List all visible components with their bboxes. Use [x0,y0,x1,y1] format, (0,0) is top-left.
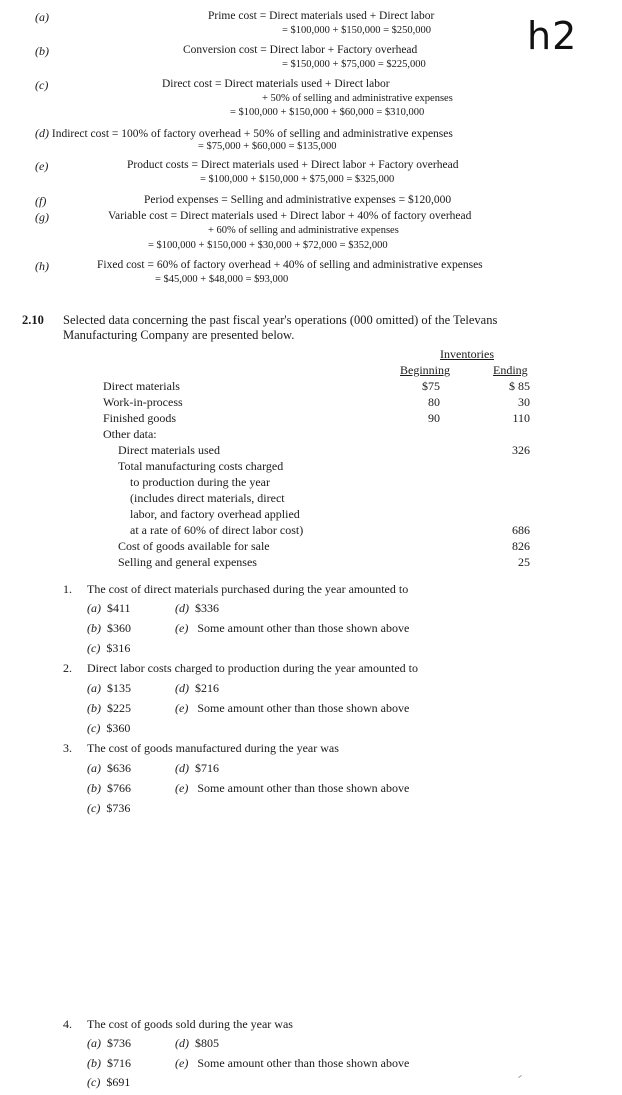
option-b[interactable] [87,701,131,716]
option-value: $225 [107,701,131,715]
option-value: $336 [195,601,219,615]
question-text: The cost of goods manufactured during the year was [87,741,339,755]
option-value: $360 [107,621,131,635]
option-value: $716 [107,1056,131,1070]
option-e[interactable] [175,621,409,636]
table-cell-beginning: $75 [422,379,440,393]
problem-intro-line2: Manufacturing Company are presented below. [63,328,295,342]
other-row-value: 326 [512,443,530,457]
option-e[interactable] [175,1056,409,1071]
other-row-label-cont: to production during the year [130,475,270,489]
table-row-label: Finished goods [103,411,177,425]
option-b[interactable] [87,1056,131,1071]
option-letter: (a) [87,761,101,775]
solution-label-b: (b) [35,44,49,58]
problem-intro-line1: Selected data concerning the past fiscal year's operations (000 omitted) of the Televans [63,313,498,327]
question-number: 4. [63,1017,72,1031]
option-value: $736 [106,801,131,815]
solution-e-line1: Product costs = Direct materials used + Direct labor + Factory overhead [127,159,459,171]
solution-d-line1: Indirect cost = 100% of factory overhead + 50% of selling and administrative expenses [51,128,453,140]
table-group-header: Inventories [440,347,494,361]
solution-label-g: (g) [35,210,49,224]
solution-a-line1: Prime cost = Direct materials used + Direct labor [208,10,435,22]
option-letter: (b) [87,1056,101,1070]
solution-label-d: (d) [35,126,49,140]
solution-label-c: (c) [35,78,49,92]
solution-b-line2: = $150,000 + $75,000 = $225,000 [282,59,426,70]
solution-f-line1: Period expenses = Selling and administrative expenses = $120,000 [144,194,452,206]
other-row-label-cont: labor, and factory overhead applied [130,507,300,521]
problem-number: 2.10 [22,313,44,327]
option-c[interactable] [87,641,130,656]
option-value: $736 [107,1036,131,1050]
option-letter: (a) [87,601,101,615]
option-letter: (a) [87,681,101,695]
solution-d-line2: = $75,000 + $60,000 = $135,000 [198,141,337,152]
option-letter: (b) [87,621,101,635]
option-value: $691 [106,1075,131,1089]
solution-d-row [35,126,453,141]
question-text: The cost of goods sold during the year was [87,1017,293,1031]
solution-c-line3: = $100,000 + $150,000 + $60,000 = $310,000 [230,107,425,118]
option-value: $411 [107,601,131,615]
option-b[interactable] [87,621,131,636]
question-number: 1. [63,582,72,596]
option-value: $216 [195,681,219,695]
table-cell-ending: 30 [518,395,530,409]
other-row-value: 826 [512,539,530,553]
option-letter: (e) [175,1056,189,1070]
table-cell-ending: $ 85 [509,379,530,393]
other-row-label: Direct materials used [118,443,220,457]
option-letter: (d) [175,601,189,615]
option-value: $766 [107,781,131,795]
option-value: $716 [195,761,219,775]
solution-label-e: (e) [35,159,49,173]
solution-a-line2: = $100,000 + $150,000 = $250,000 [282,25,432,36]
solution-label-h: (h) [35,259,49,273]
option-letter: (c) [87,801,101,815]
other-row-label: Cost of goods available for sale [118,539,270,553]
option-value: Some amount other than those shown above [197,621,410,635]
solution-c-line2: + 50% of selling and administrative expenses [262,93,453,104]
option-d[interactable] [175,601,219,616]
option-e[interactable] [175,701,409,716]
other-row-label: Total manufacturing costs charged [118,459,284,473]
option-letter: (c) [87,641,101,655]
option-b[interactable] [87,781,131,796]
option-value: $805 [195,1036,219,1050]
other-data-label: Other data: [103,427,157,441]
solution-g-line1: Variable cost = Direct materials used + Direct labor + 40% of factory overhead [108,210,472,222]
option-c[interactable] [87,801,130,816]
option-c[interactable] [87,1075,130,1090]
solution-e-line2: = $100,000 + $150,000 + $75,000 = $325,000 [200,174,395,185]
option-letter: (b) [87,701,101,715]
option-letter: (c) [87,1075,101,1089]
other-row-value: 686 [512,523,530,537]
option-d[interactable] [175,761,219,776]
option-a[interactable] [87,1036,131,1051]
option-letter: (b) [87,781,101,795]
scan-mark [518,1075,522,1078]
option-letter: (e) [175,621,189,635]
option-value: Some amount other than those shown above [197,701,410,715]
other-row-label-cont: (includes direct materials, direct [130,491,285,505]
table-cell-ending: 110 [512,411,530,425]
table-cell-beginning: 80 [428,395,440,409]
option-c[interactable] [87,721,130,736]
table-row-label: Work-in-process [103,395,183,409]
option-a[interactable] [87,601,131,616]
option-d[interactable] [175,681,219,696]
other-row-value: 25 [518,555,530,569]
question-number: 2. [63,661,72,675]
option-letter: (e) [175,781,189,795]
solution-b-line1: Conversion cost = Direct labor + Factory overhead [183,44,418,56]
question-text: The cost of direct materials purchased during the year amounted to [87,582,409,596]
solution-c-line1: Direct cost = Direct materials used + Direct labor [162,78,390,90]
option-value: Some amount other than those shown above [197,781,410,795]
solution-label-a: (a) [35,10,49,24]
option-letter: (e) [175,701,189,715]
other-row-label: Selling and general expenses [118,555,257,569]
solution-h-line1: Fixed cost = 60% of factory overhead + 40% of selling and administrative expenses [97,259,483,271]
option-d[interactable] [175,1036,219,1051]
option-a[interactable] [87,681,131,696]
option-e[interactable] [175,781,409,796]
option-letter: (c) [87,721,101,735]
table-row-label: Direct materials [103,379,180,393]
watermark-text: h2 [527,14,578,58]
solution-h-line2: = $45,000 + $48,000 = $93,000 [155,274,289,285]
option-a[interactable] [87,761,131,776]
solution-label-f: (f) [35,194,47,208]
solution-g-line3: = $100,000 + $150,000 + $30,000 + $72,000 = $352,000 [148,240,388,251]
option-value: $316 [106,641,131,655]
option-letter: (d) [175,761,189,775]
question-number: 3. [63,741,72,755]
option-value: $135 [107,681,131,695]
option-letter: (a) [87,1036,101,1050]
option-value: Some amount other than those shown above [197,1056,410,1070]
question-text: Direct labor costs charged to production during the year amounted to [87,661,419,675]
table-cell-beginning: 90 [428,411,440,425]
option-value: $636 [107,761,131,775]
option-value: $360 [106,721,131,735]
table-col-beginning: Beginning [400,363,450,377]
option-letter: (d) [175,681,189,695]
table-col-ending: Ending [493,363,528,377]
solution-g-line2: + 60% of selling and administrative expenses [208,225,399,236]
option-letter: (d) [175,1036,189,1050]
other-row-label-cont: at a rate of 60% of direct labor cost) [130,523,304,537]
